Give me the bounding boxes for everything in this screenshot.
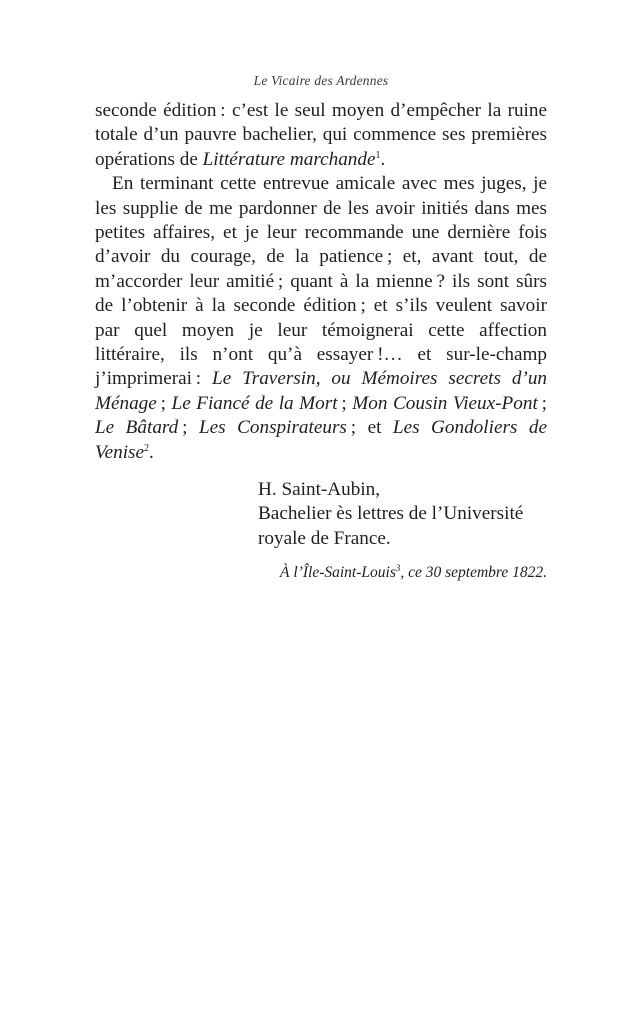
paragraph-1-text: seconde édition : c’est le seul moyen d’empêcher la ruine totale d’un pauvre bachelier, qui commence ses premières opérations de <box>95 100 547 170</box>
italic-title-batard: Le Bâtard <box>95 417 179 439</box>
running-head: Le Vicaire des Ardennes <box>253 73 389 88</box>
separator: ; <box>537 392 547 414</box>
dateline-date: , ce 30 septembre 1822. <box>400 564 547 581</box>
signature-title-line-1: Bachelier ès lettres de l’Université <box>258 503 524 525</box>
signature-name: H. Saint-Aubin, <box>258 479 381 500</box>
signature-block <box>258 478 558 551</box>
dateline-place: À l’Île-Saint-Louis <box>280 564 396 581</box>
footnote-ref-2: 2 <box>144 442 150 454</box>
footnote-ref-3: 3 <box>395 563 401 573</box>
separator: ; <box>156 392 172 414</box>
separator: ; <box>178 417 199 439</box>
italic-title-fiance: Le Fiancé de la Mort <box>171 392 338 414</box>
italic-title-gondoliers: Les Gondoliers de Venise <box>95 417 547 463</box>
italic-title-conspirateurs: Les Conspirateurs <box>198 417 347 439</box>
paragraph-1-end: . <box>380 148 386 170</box>
separator: ; et <box>346 417 393 439</box>
signature-title-line-2: royale de France. <box>258 527 391 549</box>
paragraph-2-end: . <box>149 441 154 463</box>
paragraph-2 <box>95 172 547 465</box>
dateline <box>258 564 547 582</box>
separator: ; <box>337 392 353 414</box>
paragraph-1 <box>95 99 547 172</box>
italic-title-traversin: Le Traversin, ou Mémoires secrets d’un Ménage <box>95 368 548 414</box>
footnote-ref-1: 1 <box>375 149 381 161</box>
paragraph-2-text: En terminant cette entrevue amicale avec mes juges, je les supplie de me pardonner de les avoir initiés dans mes petites affaires, et je leur recommande une dernière fois d’avoir du courage, de la patience ; et, avant tout, de m’accorder leur amitié ; quant à la mienne ? ils sont sûrs de l’obtenir à la seconde édition ; et s’ils veulent savoir par quel moyen je leur témoignerai cette affection littéraire, ils n’ont qu’à essayer !… et sur-le-champ j’imprimerai : <box>95 173 547 390</box>
body-text <box>95 99 547 465</box>
italic-title-litterature-marchande: Littérature marchande <box>202 148 376 170</box>
italic-title-cousin: Mon Cousin Vieux-Pont <box>352 392 538 414</box>
